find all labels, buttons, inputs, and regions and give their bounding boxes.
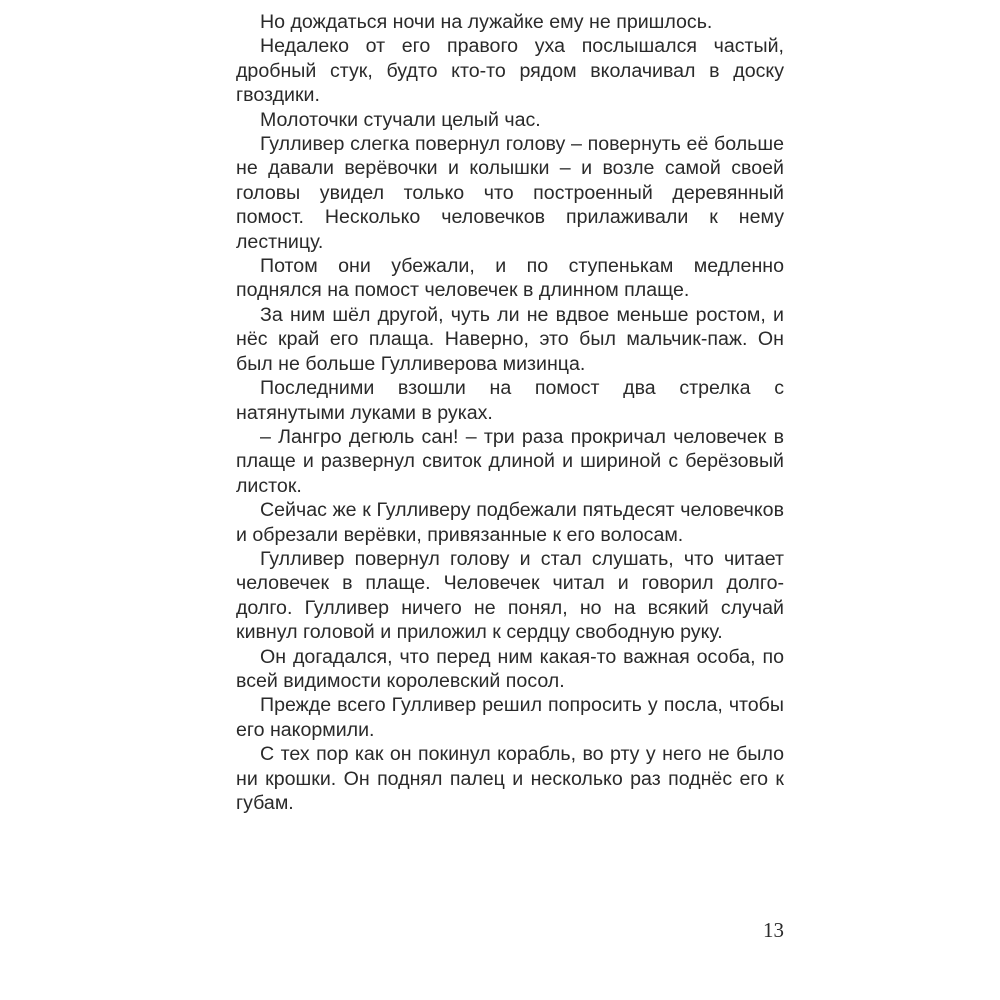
paragraph-6: За ним шёл другой, чуть ли не вдвое меньше ростом, и нёс край его плаща. Наверно, это был мальчик-паж. Он был не больше Гулливерова мизинца. [236,303,784,375]
paragraph-1: Но дождаться ночи на лужайке ему не пришлось. [260,11,713,33]
paragraph-12: Прежде всего Гулливер решил попросить у посла, чтобы его накормили. [236,694,784,741]
paragraph-11: Он догадался, что перед ним какая-то важная особа, по всей видимости королевский посол. [236,645,784,692]
paragraph-5: Потом они убежали, и по ступенькам медленно поднялся на помост человечек в длинном плаще. [236,255,784,302]
paragraph-8: – Лангро дегюль сан! – три раза прокричал человечек в плаще и развернул свиток длиной и шириной с берёзовый листок. [236,425,784,497]
paragraph-3: Молоточки стучали целый час. [260,108,541,131]
paragraph-10: Гулливер повернул голову и стал слушать, что читает человечек в плаще. Человечек читал и говорил долго-долго. Гулливер ничего не понял, но на всякий случай кивнул головой и приложил к сердцу свободную руку. [236,547,784,644]
paragraph-2: Недалеко от его правого уха послышался частый, дробный стук, будто кто-то рядом вколачивал в доску гвоздики. [236,35,784,107]
paragraph-7: Последними взошли на помост два стрелка с натянутыми луками в руках. [236,377,784,424]
paragraph-4: Гулливер слегка повернул голову – повернуть её больше не давали верёвочки и колышки – и возле самой своей головы увидел только что построенный деревянный помост. Несколько человечков прилаживали к нему лестницу. [236,133,784,253]
paragraph-9: Сейчас же к Гулливеру подбежали пятьдесят человечков и обрезали верёвки, привязанные к его волосам. [236,499,784,546]
book-page [236,10,784,815]
paragraph-13: С тех пор как он покинул корабль, во рту у него не было ни крошки. Он поднял палец и несколько раз поднёс его к губам. [236,743,784,814]
page-number: 13 [763,918,784,942]
body-text [236,10,784,815]
